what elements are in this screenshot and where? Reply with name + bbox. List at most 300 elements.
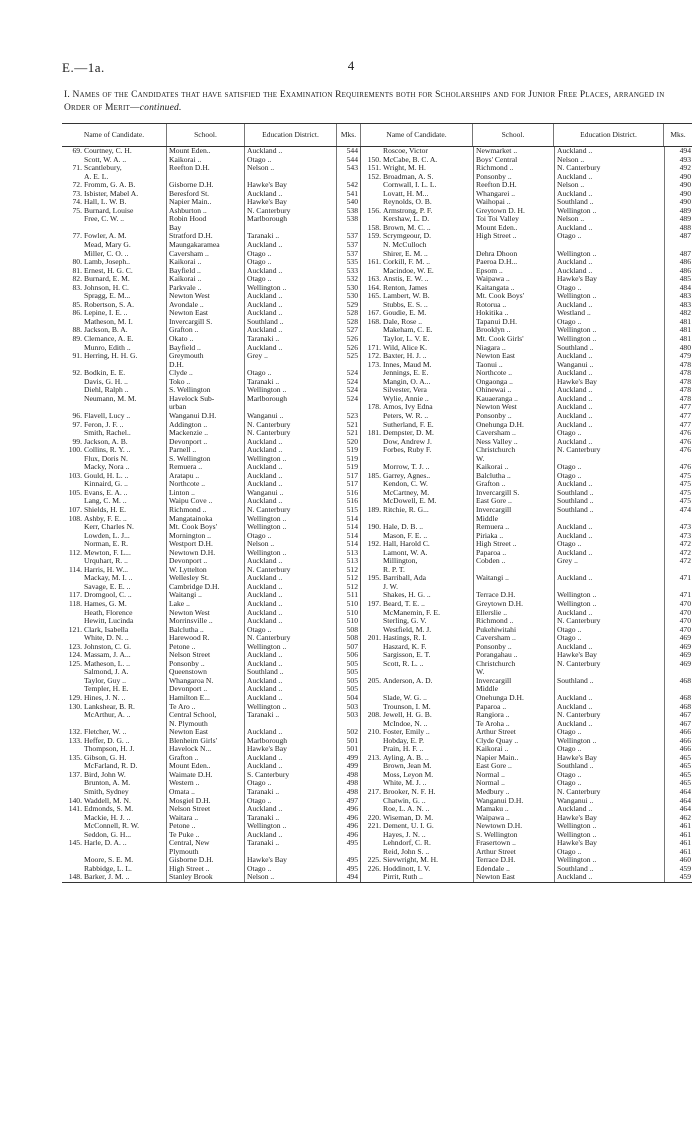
school-name: East Gore .. — [473, 497, 554, 506]
marks: 489 — [664, 207, 693, 216]
rank — [62, 583, 84, 592]
candidate-name: Neumann, M. M. — [84, 394, 137, 403]
education-district: Auckland .. — [244, 480, 336, 489]
marks: 490 — [664, 190, 693, 199]
school-name: Whangarei .. — [473, 190, 554, 199]
table-row — [361, 190, 693, 199]
rank — [62, 822, 84, 831]
table-row — [62, 156, 360, 165]
candidate-name: R. P. T. — [383, 565, 405, 574]
school-name: W. — [473, 455, 554, 464]
school-name: Normal .. — [473, 779, 554, 788]
rank — [62, 429, 84, 438]
school-name — [473, 241, 554, 250]
school-name: Ness Valley .. — [473, 438, 554, 447]
candidate-name: Burnard, E. M. — [84, 275, 130, 284]
candidate-name: Westfield, M. J. — [383, 625, 432, 634]
marks: 498 — [336, 779, 360, 788]
candidate-name: Smith, Rachel.. — [84, 429, 131, 438]
school-name: urban — [166, 403, 244, 412]
rank: 189. — [367, 505, 381, 514]
rank — [361, 566, 383, 575]
school-name: Plymouth — [166, 848, 244, 857]
table-row — [361, 258, 693, 267]
education-district: Auckland .. — [244, 583, 336, 592]
education-district: N. Canterbury — [244, 566, 336, 575]
table-row — [62, 515, 360, 524]
table-row — [62, 532, 360, 541]
education-district: Otago .. — [554, 232, 664, 241]
school-name: Nelson Street — [166, 651, 244, 660]
table-row — [361, 455, 693, 464]
education-district: Taranaki .. — [244, 788, 336, 797]
marks: 478 — [664, 378, 693, 387]
candidate-name: Barriball, Ada — [383, 574, 427, 583]
marks: 487 — [664, 232, 693, 241]
marks: 460 — [664, 856, 693, 865]
school-name: Waitara .. — [166, 814, 244, 823]
rank — [62, 215, 84, 224]
candidate-name: Prain, H. F. .. — [383, 745, 424, 754]
education-district — [244, 173, 336, 182]
education-district: Auckland .. — [244, 660, 336, 669]
education-district: Otago .. — [554, 472, 664, 481]
table-row — [361, 224, 693, 233]
education-district: Otago .. — [244, 779, 336, 788]
table-row — [62, 463, 360, 472]
candidate-name: Munro, Edith .. — [84, 343, 131, 352]
table-row — [62, 147, 360, 156]
table-row — [361, 762, 693, 771]
table-row — [62, 446, 360, 455]
table-row — [62, 779, 360, 788]
school-name: Greymouth — [166, 352, 244, 361]
candidate-name: Garrey, Agnes.. — [383, 471, 431, 480]
marks: 506 — [336, 651, 360, 660]
marks: 466 — [664, 728, 693, 737]
table-row — [361, 532, 693, 541]
candidate-name: Ritchie, R. G... — [383, 505, 429, 514]
education-district: Hawke's Bay — [554, 275, 664, 284]
marks: 477 — [664, 403, 693, 412]
marks: 516 — [336, 497, 360, 506]
rank — [361, 369, 383, 378]
school-name — [166, 173, 244, 182]
table-row — [361, 711, 693, 720]
education-district — [554, 566, 664, 575]
rank — [361, 497, 383, 506]
table-row — [62, 335, 360, 344]
table-row — [62, 224, 360, 233]
table-row — [62, 412, 360, 421]
table-row — [361, 609, 693, 618]
candidate-name: Diehl, Ralph .. — [84, 386, 129, 395]
marks: 470 — [664, 617, 693, 626]
candidate-name: Forbes, Ruby F. — [383, 446, 432, 455]
rank — [62, 677, 84, 686]
marks: 526 — [336, 344, 360, 353]
table-row — [361, 523, 693, 532]
education-district: Auckland .. — [554, 395, 664, 404]
candidate-name: Clemance, A. E. — [84, 335, 134, 344]
school-name: Avondale .. — [166, 301, 244, 310]
table-row — [361, 703, 693, 712]
table-row — [361, 147, 693, 156]
school-name: Western .. — [166, 779, 244, 788]
marks: 464 — [664, 805, 693, 814]
education-district: Auckland .. — [244, 574, 336, 583]
education-district: Auckland .. — [244, 805, 336, 814]
education-district: Otago .. — [244, 532, 336, 541]
table-row — [62, 822, 360, 831]
table-row — [62, 497, 360, 506]
candidate-name: McIndoe, N. .. — [383, 719, 428, 728]
education-district: Wellington .. — [244, 703, 336, 712]
rank — [62, 540, 84, 549]
marks: 478 — [664, 395, 693, 404]
table-row — [62, 737, 360, 746]
marks: 498 — [336, 771, 360, 780]
table-row — [62, 600, 360, 609]
education-district: Auckland .. — [554, 694, 664, 703]
title-continued: continued. — [139, 102, 182, 113]
candidate-name: Anstis, E. W. .. — [383, 275, 429, 284]
school-name: Taonui .. — [473, 361, 554, 370]
school-name: Te Aro .. — [166, 703, 244, 712]
marks: 492 — [664, 164, 693, 173]
rank: 226. — [367, 864, 381, 873]
marks: 510 — [336, 600, 360, 609]
school-name: Mamaku .. — [473, 805, 554, 814]
school-name: W. Lyttelton — [166, 566, 244, 575]
school-name: Dehra Dhoon — [473, 250, 554, 259]
table-row — [62, 275, 360, 284]
education-district: Auckland .. — [244, 472, 336, 481]
candidate-name: Mewton, F. L... — [84, 548, 131, 557]
candidate-name: Hayes, J. N. .. — [383, 830, 426, 839]
candidate-name: Hastings, R. I. — [383, 634, 427, 643]
rank — [361, 335, 383, 344]
marks: 537 — [336, 241, 360, 250]
marks: 487 — [664, 250, 693, 259]
candidate-name: Innes, Maud M. — [383, 360, 432, 369]
table-row — [361, 677, 693, 686]
education-district: Auckland .. — [554, 480, 664, 489]
education-district: Auckland .. — [554, 643, 664, 652]
rank — [361, 455, 383, 464]
rank: 105. — [68, 488, 82, 497]
candidate-name: White, D. N. .. — [84, 634, 129, 643]
rank: 71. — [72, 164, 82, 173]
table-row — [361, 438, 693, 447]
table-row — [361, 779, 693, 788]
school-name: Morrinsville .. — [166, 617, 244, 626]
rank — [62, 497, 84, 506]
marks: 499 — [336, 754, 360, 763]
table-row — [361, 395, 693, 404]
rank — [361, 668, 383, 677]
candidates-table — [62, 123, 692, 883]
education-district: Taranaki .. — [244, 839, 336, 848]
school-name: Newtown D.H. — [166, 549, 244, 558]
education-district: Marlborough — [244, 395, 336, 404]
rank — [62, 831, 84, 840]
rank: 118. — [68, 599, 82, 608]
school-name: Te Aroha .. — [473, 720, 554, 729]
candidate-name: Dempster, D. M. — [383, 429, 434, 438]
table-header-row — [62, 123, 692, 147]
school-name: Invercargill S. — [166, 318, 244, 327]
rank: 82. — [72, 275, 82, 284]
candidate-name: Flux, Doris N. — [84, 454, 128, 463]
header-marks: Mks. — [663, 124, 692, 146]
education-district: N. Canterbury — [554, 446, 664, 455]
candidate-name: N. McCulloch — [383, 241, 427, 250]
education-district: Auckland .. — [244, 685, 336, 694]
education-district: Southland .. — [554, 489, 664, 498]
candidate-name: Stubbs, E. S. .. — [383, 300, 428, 309]
school-name: Ponsonby .. — [473, 412, 554, 421]
school-name: Wellesley St. — [166, 574, 244, 583]
education-district: Auckland .. — [244, 344, 336, 353]
table-row — [361, 361, 693, 370]
rank — [62, 480, 84, 489]
marks: 510 — [336, 609, 360, 618]
table-row — [361, 284, 693, 293]
candidate-name: Morrow, T. J. .. — [383, 463, 430, 472]
school-name: Newton West — [166, 609, 244, 618]
candidate-name: Jewell, H. G. B. — [383, 711, 432, 720]
table-row — [62, 703, 360, 712]
education-district — [244, 361, 336, 370]
school-name: Greytown D.H. — [473, 600, 554, 609]
candidate-name: Wright, M. H. — [383, 164, 426, 173]
school-name: Rangiora .. — [473, 711, 554, 720]
rank — [361, 147, 383, 156]
candidate-name: Brooker, N. F. H. — [383, 788, 436, 797]
marks: 520 — [336, 438, 360, 447]
candidate-name: Smith, Sydney — [84, 788, 129, 797]
marks: 543 — [336, 164, 360, 173]
marks: 524 — [336, 369, 360, 378]
table-row — [361, 181, 693, 190]
table-row — [62, 797, 360, 806]
education-district: Hawke's Bay — [244, 198, 336, 207]
candidate-name: Salmond, J. A. — [84, 668, 129, 677]
rank: 133. — [68, 736, 82, 745]
marks: 544 — [336, 156, 360, 165]
rank — [62, 848, 84, 857]
marks: 501 — [336, 737, 360, 746]
education-district: Auckland .. — [554, 438, 664, 447]
school-name: Wanganui D.H. — [166, 412, 244, 421]
marks: 504 — [336, 694, 360, 703]
rank — [361, 873, 383, 882]
rank — [62, 574, 84, 583]
school-name: Christchurch — [473, 660, 554, 669]
page-number: 4 — [347, 58, 355, 73]
table-row — [62, 318, 360, 327]
marks — [336, 224, 360, 233]
school-name: Greytown D. H. — [473, 207, 554, 216]
education-district: Auckland .. — [554, 301, 664, 310]
table-row — [361, 591, 693, 600]
school-name: Ellerslie .. — [473, 609, 554, 618]
candidate-name: Johnson, H. C. — [84, 283, 129, 292]
marks: 488 — [664, 224, 693, 233]
candidate-name: Mackay, M. I. .. — [84, 574, 133, 583]
rank: 217. — [367, 788, 381, 797]
school-name: Wanganui D.H. — [473, 797, 554, 806]
rank: 103. — [68, 471, 82, 480]
table-row — [62, 378, 360, 387]
candidate-name: Haszard, K. F. — [383, 642, 427, 651]
education-district: Auckland .. — [554, 873, 664, 882]
education-district: Wanganui .. — [554, 361, 664, 370]
candidate-name: A. E. L. — [84, 172, 109, 181]
school-name: Bay — [166, 224, 244, 233]
rank: 213. — [367, 753, 381, 762]
table-row — [62, 506, 360, 515]
school-name: Gisborne D.H. — [166, 856, 244, 865]
school-name: Christchurch — [473, 446, 554, 455]
education-district: Hawke's Bay — [244, 856, 336, 865]
rank — [62, 361, 84, 370]
school-name: Linton .. — [166, 489, 244, 498]
table-row — [62, 685, 360, 694]
education-district: Southland .. — [554, 677, 664, 686]
marks: 513 — [336, 557, 360, 566]
education-district: Wellington .. — [554, 292, 664, 301]
school-name: Ashburton .. — [166, 207, 244, 216]
marks: 521 — [336, 429, 360, 438]
marks — [336, 720, 360, 729]
marks: 503 — [336, 711, 360, 720]
school-name: Invercargill — [473, 677, 554, 686]
candidate-name: Hoddinott, I. V. — [383, 864, 431, 873]
candidate-name: Kerr, Charles N. — [84, 523, 134, 532]
table-row — [62, 250, 360, 259]
school-name: Kaikorai .. — [166, 258, 244, 267]
marks: 465 — [664, 754, 693, 763]
education-district: Hawke's Bay — [554, 814, 664, 823]
rank: 99. — [72, 437, 82, 446]
rank — [361, 489, 383, 498]
marks: 532 — [336, 275, 360, 284]
page-header — [62, 54, 640, 76]
school-name: Ongaonga .. — [473, 378, 554, 387]
rank — [62, 241, 84, 250]
table-row — [62, 523, 360, 532]
rank — [361, 720, 383, 729]
table-row — [62, 660, 360, 669]
marks: 475 — [664, 497, 693, 506]
rank — [62, 814, 84, 823]
candidate-name: Roe, L. A. N. .. — [383, 805, 430, 814]
education-district: N. Canterbury — [554, 711, 664, 720]
rank: 129. — [68, 694, 82, 702]
table-row — [62, 421, 360, 430]
table-row — [361, 421, 693, 430]
rank: 220. — [367, 813, 381, 822]
school-name: Te Puke .. — [166, 831, 244, 840]
table-row — [62, 198, 360, 207]
education-district: Otago .. — [554, 318, 664, 327]
candidate-name: Feron, J. F. .. — [84, 420, 124, 429]
rank: 73. — [72, 189, 82, 198]
school-name: Ponsonby .. — [473, 643, 554, 652]
marks: 478 — [664, 361, 693, 370]
rank — [62, 865, 84, 874]
rank: 100. — [68, 446, 82, 455]
candidate-name: Harle, D. A. .. — [84, 839, 127, 848]
marks: 465 — [664, 762, 693, 771]
marks: 464 — [664, 788, 693, 797]
marks: 464 — [664, 797, 693, 806]
table-row — [361, 771, 693, 780]
school-name: Boys' Central — [473, 156, 554, 165]
education-district: Wellington .. — [244, 523, 336, 532]
school-name: Grafton .. — [166, 326, 244, 335]
school-name: Maungakaramea — [166, 241, 244, 250]
rank — [361, 745, 383, 754]
rank — [361, 326, 383, 335]
rank — [62, 685, 84, 694]
marks: 514 — [336, 523, 360, 532]
marks: 495 — [336, 839, 360, 848]
marks: 541 — [336, 190, 360, 199]
education-district: Nelson .. — [554, 156, 664, 165]
education-district — [244, 224, 336, 233]
marks: 496 — [336, 805, 360, 814]
document-code: E.—1a. — [62, 60, 105, 75]
marks: 476 — [664, 463, 693, 472]
candidate-name: Lambert, W. B. — [383, 292, 430, 301]
rank — [361, 412, 383, 421]
rank: 159. — [367, 232, 381, 241]
school-name: High Street .. — [166, 865, 244, 874]
rank: 80. — [72, 258, 82, 267]
table-row — [361, 549, 693, 558]
school-name: Paeroa D.H... — [473, 258, 554, 267]
marks: 514 — [336, 532, 360, 541]
candidate-name: Scott, W. A. .. — [84, 155, 127, 164]
rank: 108. — [68, 514, 82, 523]
marks: 461 — [664, 831, 693, 840]
marks: 476 — [664, 438, 693, 447]
rank: 72. — [72, 181, 82, 190]
education-district: Auckland .. — [244, 190, 336, 199]
rank — [361, 438, 383, 447]
school-name: Newton West — [166, 292, 244, 301]
marks: 478 — [664, 369, 693, 378]
rank — [361, 446, 383, 455]
candidate-name: McConnell, R. W. — [84, 822, 140, 831]
education-district: Wellington .. — [554, 326, 664, 335]
left-column-block — [62, 147, 361, 882]
marks: 501 — [336, 745, 360, 754]
school-name: Mount Eden.. — [473, 224, 554, 233]
education-district: Taranaki .. — [244, 814, 336, 823]
table-row — [62, 540, 360, 549]
marks: 461 — [664, 839, 693, 848]
school-name: Caversham .. — [473, 429, 554, 438]
candidate-name: Makeham, C. E. — [383, 326, 433, 335]
education-district: Otago .. — [244, 156, 336, 165]
education-district: Auckland .. — [554, 574, 664, 583]
rank: 164. — [367, 283, 381, 292]
marks: 496 — [336, 814, 360, 823]
